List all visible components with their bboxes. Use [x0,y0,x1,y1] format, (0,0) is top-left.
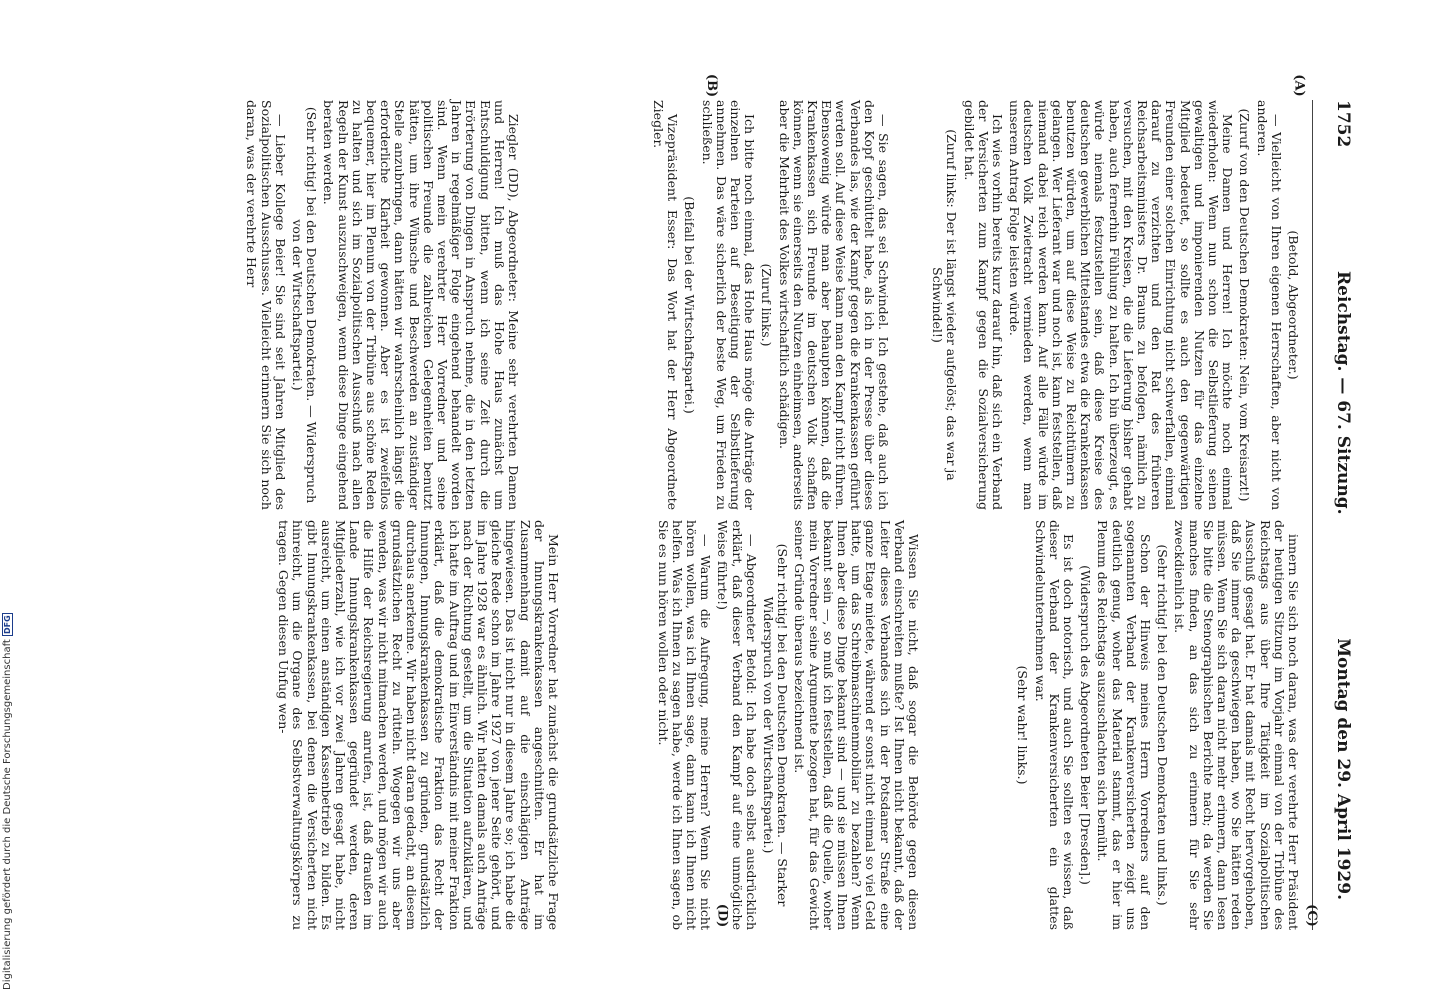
paragraph: (Widerspruch des Abgeordneten Beier [Dresden].) [1078,565,1094,885]
paragraph: (Zuruf von den Deutschen Demokraten: Nein, vom Kreisarzt!) [1237,108,1253,502]
paragraph: (Zuruf links.) [759,263,775,347]
header-title: Reichstag. — 67. Sitzung. [1333,271,1353,515]
paragraph: Ich bitte noch einmal, das Hohe Haus möge die Anträge der einzelnen Parteien auf Beseitigung der Selbstlieferung annehmen. Das wäre sicherlich der beste Weg, um Frieden zu schließen. [699,100,758,510]
paragraph: Ich wies vorhin bereits kurz darauf hin, daß sich ein Verband der Versicherten zum Kampf gegen die Sozialversicherung gebildet hat. [961,100,1005,510]
paragraph: (Zuruf links: Der ist längst wieder aufgelöst; das war ja Schwindel!) [930,129,960,481]
marker-c: (C) [1303,904,1319,927]
paragraph: — Abgeordneter Betold: Ich habe doch selbst ausdrücklich erklärt, daß dieser Verband den Kampf auf eine unmögliche Weise führte!) [715,520,759,930]
page-header [1326,100,1360,900]
paragraph: Wissen Sie nicht, daß sogar die Behörde gegen diesen Verband einschreiten mußte? Ist Ihnen nicht bekannt, daß der Leiter dieses Verbandes sich in der Potsdamer Straße eine ganze Etage mietete, während er sonst nicht einmal so viel Geld hatte, um das Schreibmaschinenmobiliar zu bezahlen? Wenn Ihnen aber diese Dinge bekannt sind — und sie müssen Ihnen bekannt sein —, so muß ich feststellen, daß die Quelle, woher mein Vorredner seine Argumente bezogen hat, für das Gewicht seiner Gründe überaus bezeichnend ist. [792,520,921,930]
paragraph: (Sehr wahr! links.) [1015,665,1031,785]
paragraph: (Sehr richtig! bei den Deutschen Demokraten. — Widerspruch von der Wirtschaftspartei.) [289,106,320,504]
paragraph: (Beifall bei der Wirtschaftspartei.) [682,196,698,414]
paragraph: Ziegler (DD), Abgeordneter: Meine sehr verehrten Damen und Herren! Ich muß das Hohe Haus zunächst um Entschuldigung bitten, wenn ich seine Zeit durch die Erörterung von Dingen in Anspruch nehme, die in den letzten Jahren in regelmäßiger Folge eingehend behandelt worden sind. Wenn mein verehrter Herr Vorredner und seine politischen Freunde die zahlreichen Gelegenheiten benutzt hätten, um ihre Wünsche und Beschwerden an zuständiger Stelle anzubringen, dann hätten wir wahrscheinlich längst die erforderliche Klarheit gewonnen. Aber es ist zweifellos bequemer, hier im Plenum von der Tribüne aus schöne Reden zu halten und sich im Sozialpolitischen Ausschuß nach allen Regeln der Kunst auszuschweigen, wenn diese Dinge eingehend beraten werden. [321,100,521,510]
text-column-left-1 [927,100,1300,510]
paragraph: Meine Damen und Herren! Ich möchte noch einmal wiederholen: Wenn nun schon die Selbstlieferung seinen gewaltigen und imponierenden Nutzen für das einzelne Mitglied bedeutet, so sollte es auch den gegenwärtigen Freunden einer solchen Einrichtung nicht schwerfallen, einmal darauf zu verzichten und den Rat des früheren Reichsarbeitsministers Dr. Brauns zu befolgen, nämlich zu versuchen, mit den Kreisen, die die Lieferung bisher gehabt haben, auch fernerhin Fühlung zu halten. Ich bin überzeugt, es würde niemals festzustellen sein, daß diese Kreise des deutschen gewerblichen Mittelstandes etwa die Krankenkassen benutzen würden, um auf diese Weise zu Reichtümern zu gelangen. Wer Lieferant war und noch ist, kann feststellen, daß niemand dabei reich werden kann. Auf alle Fälle würde im deutschen Volk Zwietracht vermieden werden, wenn man unserem Antrag Folge leisten würde. [1007,100,1236,510]
marker-a: (A) [1291,74,1307,97]
paragraph: — Warum die Aufregung, meine Herren? Wenn Sie nicht hören wollen, was ich Ihnen sage, dann kann ich Ihnen nicht helfen. Was ich Ihnen zu sagen habe, werde ich Ihnen sagen, ob Sie es nun hören wollen oder nicht. [655,520,714,930]
paragraph: — Sie sagen, das sei Schwindel. Ich gestehe, daß auch ich den Kopf geschüttelt habe, als ich in der Presse über dieses Verbandes las, wie der Kampf gegen die Krankenkassen geführt werden soll. Auf diese Weise kann man den Kampf nicht führen. Ebensowenig würde man aber behaupten können, daß die Krankenkassen sich Freunde im deutschen Volk schaffen können, wenn sie einerseits den Nutzen einheimsen, anderseits aber die Mehrheit des Volkes wirtschaftlich schädigen. [776,100,891,510]
marker-d: (D) [714,903,730,928]
paragraph: innern Sie sich noch daran, was der verehrte Herr Präsident der heutigen Sitzung im Vorjahr einmal von der Tribüne des Reichstags aus über Ihre Tätigkeit im Sozialpolitischen Ausschuß gesagt hat. Er hat damals mit Recht hervorgehoben, daß Sie immer da geschwiegen haben, wo Sie hätten reden müssen. Wenn Sie sich daran nicht mehr erinnern, dann lesen Sie bitte die Stenographischen Berichte nach; da werden Sie manches finden, an das sich zu erinnern für Sie sehr zweckdienlich ist. [1172,520,1301,930]
page-number: 1752 [1333,100,1353,148]
paragraph: Es ist doch notorisch, und auch Sie sollten es wissen, daß dieser Verband der Krankenversicherten ein glattes Schwindelunternehmen war. [1032,520,1076,930]
paragraph: Mein Herr Vorredner hat zunächst die grundsätzliche Frage der Innungskrankenkassen angeschnitten. Er hat im Zusammenhang damit auf die einschlägigen Anträge hingewiesen. Das ist nicht nur in diesem Jahre so; ich habe die gleiche Rede schon im Jahre 1927 von jener Seite gehört, und im Jahre 1928 war es ähnlich. Wir hatten damals auch Anträge nach der Richtung gestellt, um die Situation aufzuklären, und ich hatte im Auftrag und im Einverständnis mit meiner Fraktion erklärt, daß die demokratische Fraktion das Recht der Innungen, Innungskrankenkassen zu gründen, grundsätzlich durchaus anerkenne. Wir haben nicht daran gedacht, an diesem grundsätzlichen Recht zu rütteln. Wogegen wir uns aber wenden, was wir nicht mitmachen werden, und mögen wir auch die Hilfe der Reichsregierung anrufen, ist, daß draußen im Lande Innungskrankenkassen gegründet werden, deren Mitgliederzahl, wie ich vor zwei Jahren gesagt habe, nicht ausreicht, um einen anständigen Kassenbetrieb zu bilden. Es gibt Innungskrankenkassen, bei denen die Versicherten nicht hinreicht, um die Organe des Selbstverwaltungskörpers zu tragen. Gegen diesen Unfug wen- [276,520,561,930]
credit-text: Digitalisierung gefördert durch die Deutsche Forschungsgemeinschaft [2,639,13,990]
text-column-left-3 [241,100,520,510]
paragraph: (Sehr richtig! bei den Deutschen Demokraten und links.) [1155,544,1171,906]
paragraph: Schon der Hinweis meines Herrn Vorredners auf den sogenannten Verband der Krankenversicherten zeigt uns deutlich genug, woher das Material stammt, das er hier im Plenum des Reichstags auszuschlachten sich bemüht. [1095,520,1153,930]
paragraph: Vizepräsident Esser: Das Wort hat der Herr Abgeordnete Ziegler. [650,100,681,510]
text-column-right-1 [1012,520,1300,930]
text-column-left-2 [648,100,890,510]
text-column-right-2 [652,520,920,930]
paragraph: (Betold, Abgeordneter.) [1286,230,1301,380]
paragraph: (Sehr richtig! bei den Deutschen Demokraten. — Starker Widerspruch von der Wirtschaftspartei.) [760,543,791,907]
paragraph: — Lieber Kollege Beier! Sie sind seit Jahren Mitglied des Sozialpolitischen Ausschusses. Vielleicht erinnern Sie sich noch daran, was der verehrte Herr [244,100,288,510]
header-date: Montag den 29. April 1929. [1333,638,1353,900]
marker-b: (B) [704,73,720,98]
text-column-right-3 [273,520,560,930]
digitization-credit [2,10,13,990]
header-rule [1312,100,1313,930]
dfg-logo: DFG [3,615,12,634]
paragraph: — Vielleicht von Ihren eigenen Herrschaften, aber nicht von anderen. [1254,100,1284,510]
